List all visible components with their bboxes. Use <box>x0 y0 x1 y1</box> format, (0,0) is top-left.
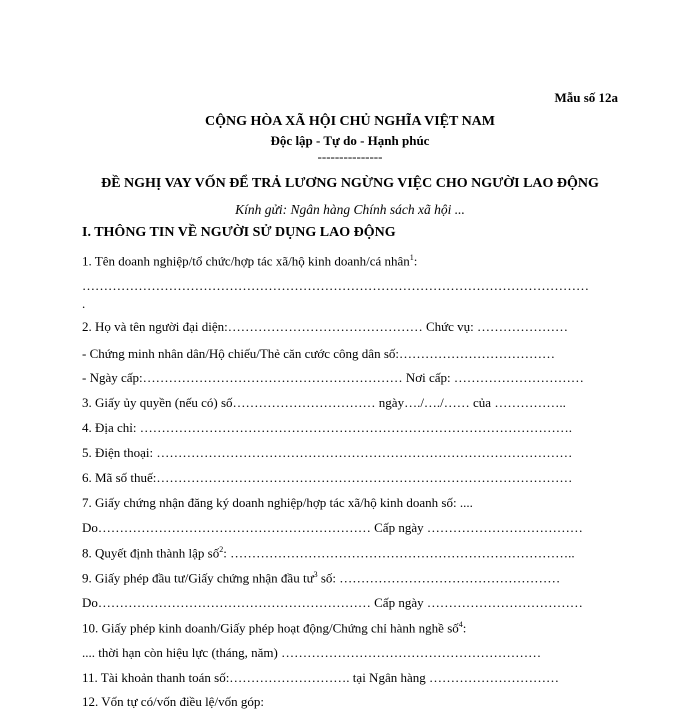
field-establishment-decision <box>82 545 575 561</box>
field-investment-license <box>82 570 560 586</box>
document-title: ĐỀ NGHỊ VAY VỐN ĐỂ TRẢ LƯƠNG NGỪNG VIỆC CHO NGƯỜI LAO ĐỘNG <box>101 176 599 191</box>
national-name: CỘNG HÒA XÃ HỘI CHỦ NGHĨA VIỆT NAM <box>204 114 495 129</box>
field-fill-line: ……………………………………………………………………………………………………… <box>82 278 589 293</box>
section-title: I. THÔNG TIN VỀ NGƯỜI SỬ DỤNG LAO ĐỘNG <box>82 225 396 240</box>
field-label-tail: : <box>462 620 467 636</box>
footnote-marker: 2 <box>219 545 224 554</box>
addressee: Kính gửi: Ngân hàng Chính sách xã hội ... <box>235 202 465 217</box>
field-business-name <box>82 253 417 269</box>
form-number: Mẫu số 12a <box>554 90 618 105</box>
footnote-marker: 4 <box>458 620 463 629</box>
field-phone: 5. Điện thoại: …………………………………………………………………………………… <box>82 445 573 460</box>
field-label-tail: : …………………………………………………………………….. <box>223 545 575 561</box>
field-label: 8. Quyết định thành lập số <box>82 545 220 561</box>
field-representative: 2. Họ và tên người đại diện:……………………………………… Chức vụ: ………………… <box>82 319 569 334</box>
field-investment-issuer: Do……………………………………………………… Cấp ngày ……………………………… <box>82 595 583 610</box>
field-label: 9. Giấy phép đầu tư/Giấy chứng nhận đầu tư <box>82 570 314 586</box>
field-label-tail: : <box>413 253 418 269</box>
field-bank-account: 11. Tài khoản thanh toán số:………………………. tại Ngân hàng ………………………… <box>82 670 559 685</box>
field-tax-code: 6. Mã số thuế:…………………………………………………………………………………… <box>82 470 573 485</box>
field-label: 10. Giấy phép kinh doanh/Giấy phép hoạt động/Chứng chỉ hành nghề số <box>82 620 459 636</box>
field-business-license <box>82 620 466 636</box>
field-authorization: 3. Giấy ủy quyền (nếu có) số…………………………… ngày…./…./…… của …………….. <box>82 395 566 410</box>
field-capital: 12. Vốn tự có/vốn điều lệ/vốn góp: <box>82 694 264 709</box>
field-business-registration: 7. Giấy chứng nhận đăng ký doanh nghiệp/hợp tác xã/hộ kinh doanh số: .... <box>82 495 473 510</box>
header-separator: --------------- <box>317 149 383 164</box>
field-issue-date: - Ngày cấp:…………………………………………………… Nơi cấp: ………………………… <box>82 370 584 385</box>
field-registration-issuer: Do……………………………………………………… Cấp ngày ……………………………… <box>82 520 583 535</box>
footnote-marker: 3 <box>313 570 318 579</box>
national-motto: Độc lập - Tự do - Hạnh phúc <box>270 133 430 148</box>
field-fill-line-end: . <box>82 296 86 311</box>
footnote-marker: 1 <box>409 253 414 262</box>
field-id-number: - Chứng minh nhân dân/Hộ chiếu/Thẻ căn cước công dân số:……………………………… <box>82 346 555 361</box>
field-label: 1. Tên doanh nghiệp/tổ chức/hợp tác xã/hộ kinh doanh/cá nhân <box>82 253 410 269</box>
field-license-validity: .... thời hạn còn hiệu lực (tháng, năm) …………………………………………………… <box>82 645 542 660</box>
field-address: 4. Địa chỉ: ………………………………………………………………………………………. <box>82 420 573 435</box>
field-label-tail: số: …………………………………………… <box>317 570 561 586</box>
